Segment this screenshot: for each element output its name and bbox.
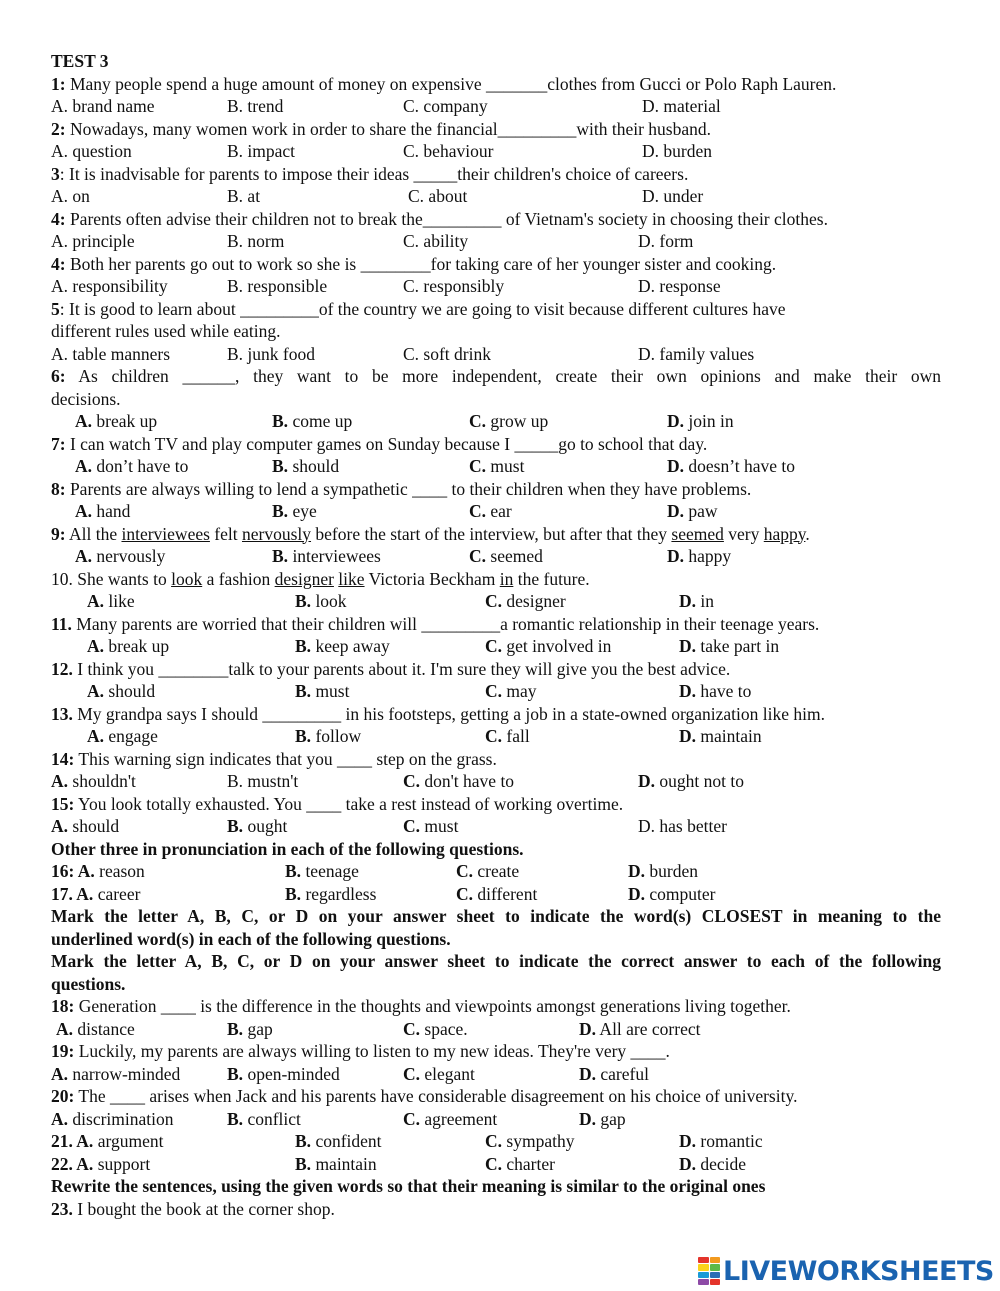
option-b[interactable]: B. gap (227, 1018, 273, 1039)
option-d[interactable]: D. careful (579, 1063, 649, 1084)
option-d[interactable]: D. have to (679, 681, 752, 701)
option-a[interactable]: 21. A. argument (51, 1131, 164, 1151)
option-a[interactable]: A. engage (87, 726, 158, 746)
liveworksheets-logo[interactable] (698, 1256, 994, 1286)
option-c[interactable]: C. ear (469, 501, 512, 521)
options-13 (51, 725, 941, 748)
option-a[interactable]: A. don’t have to (75, 456, 189, 476)
section-heading-closest: Mark the letter A, B, C, or D on your answer sheet to indicate the word(s) CLOSEST in meaning to the (51, 906, 941, 926)
option-d[interactable]: D. burden (642, 141, 712, 161)
option-b[interactable]: B. norm (227, 231, 285, 251)
option-c[interactable]: C. different (456, 883, 538, 904)
options-7 (51, 455, 941, 478)
option-b[interactable]: B. come up (272, 411, 353, 431)
option-a[interactable]: A. responsibility (51, 276, 168, 296)
question-4b: 4: Both her parents go out to work so she is ________for taking care of her younger sister and cooking. (51, 253, 777, 274)
options-5 (51, 343, 941, 366)
option-c[interactable]: C. create (456, 861, 520, 881)
option-d[interactable]: D. doesn’t have to (667, 456, 795, 476)
option-b[interactable]: B. ought (227, 816, 288, 836)
question-20: 20: The ____ arises when Jack and his parents have considerable disagreement on his choice of university. (51, 1086, 798, 1106)
option-d[interactable]: D. in (679, 591, 715, 611)
option-a[interactable]: A. narrow-minded (51, 1063, 181, 1084)
option-c[interactable]: C. space. (403, 1018, 468, 1039)
logo-blocks-icon (698, 1257, 720, 1285)
question-1: 1: Many people spend a huge amount of money on expensive _______clothes from Gucci or Polo Raph Lauren. (51, 73, 837, 94)
option-b[interactable]: B. follow (295, 726, 362, 746)
section-heading-rewrite: Rewrite the sentences, using the given words so that their meaning is similar to the original ones (51, 1176, 766, 1196)
options-4b (51, 275, 941, 298)
option-a[interactable]: A. brand name (51, 96, 155, 116)
option-a[interactable]: A. question (51, 141, 132, 161)
option-c[interactable]: C. about (408, 186, 468, 206)
option-a[interactable]: A. shouldn't (51, 771, 136, 791)
question-22 (51, 1153, 941, 1176)
option-a[interactable]: A. like (87, 591, 135, 611)
question-2: 2: Nowadays, many women work in order to share the financial_________with their husband. (51, 118, 711, 139)
test-title: TEST 3 (51, 51, 109, 71)
question-15: 15: You look totally exhausted. You ____ take a rest instead of working overtime. (51, 793, 624, 814)
options-2 (51, 140, 941, 163)
option-b[interactable]: B. must (295, 681, 350, 701)
option-d[interactable]: D. join in (667, 411, 734, 431)
logo-text: LIVEWORKSHEETS (723, 1255, 994, 1287)
section-heading-closest-cont: underlined word(s) in each of the following questions. (51, 928, 451, 949)
section-heading-correct-cont: questions. (51, 973, 126, 994)
option-b[interactable]: B. impact (227, 141, 296, 161)
option-c[interactable]: C. must (403, 816, 459, 836)
options-6 (51, 410, 941, 433)
option-b[interactable]: B. open-minded (227, 1063, 340, 1084)
option-d[interactable]: D. take part in (679, 636, 780, 656)
question-18: 18: Generation ____ is the difference in the thoughts and viewpoints amongst generations living together. (51, 996, 791, 1016)
option-d[interactable]: D. decide (679, 1153, 747, 1174)
option-a[interactable]: A. table manners (51, 343, 171, 364)
option-b[interactable]: B. teenage (285, 861, 359, 881)
option-d[interactable]: D. paw (667, 501, 718, 521)
option-a[interactable]: 16: A. reason (51, 861, 145, 881)
question-12: 12. I think you ________talk to your parents about it. I'm sure they will give you the best advice. (51, 658, 731, 679)
option-d[interactable]: D. ought not to (638, 771, 744, 791)
option-a[interactable]: A. break up (87, 636, 170, 656)
question-6-cont: decisions. (51, 388, 121, 409)
option-b[interactable]: B. eye (272, 501, 317, 521)
options-10 (51, 590, 941, 613)
option-a[interactable]: A. should (51, 816, 120, 836)
question-8: 8: Parents are always willing to lend a sympathetic ____ to their children when they have problems. (51, 478, 752, 499)
option-c[interactable]: C. company (403, 96, 488, 116)
question-17 (51, 883, 941, 906)
option-a[interactable]: A. distance (56, 1018, 135, 1039)
question-3: 3: It is inadvisable for parents to impose their ideas _____their children's choice of careers. (51, 163, 689, 184)
option-c[interactable]: C. elegant (403, 1063, 475, 1084)
question-16 (51, 860, 941, 883)
option-c[interactable]: C. fall (485, 726, 530, 746)
worksheet (51, 50, 941, 1220)
option-d[interactable]: D. happy (667, 546, 732, 566)
question-7: 7: I can watch TV and play computer games on Sunday because I _____go to school that day. (51, 433, 708, 454)
option-c[interactable]: C. don't have to (403, 771, 515, 791)
option-d[interactable]: D. computer (628, 883, 716, 904)
options-1 (51, 95, 941, 118)
question-5-cont: different rules used while eating. (51, 321, 281, 341)
option-c[interactable]: C. get involved in (485, 636, 612, 656)
option-d[interactable]: D. maintain (679, 726, 762, 746)
option-b[interactable]: B. responsible (227, 276, 328, 296)
option-a[interactable]: 22. A. support (51, 1153, 151, 1174)
question-14: 14: This warning sign indicates that you ____ step on the grass. (51, 748, 497, 769)
option-a[interactable]: A. principle (51, 231, 135, 251)
option-c[interactable]: C. soft drink (403, 343, 491, 364)
question-5: 5: It is good to learn about _________of the country we are going to visit because different cultures have (51, 298, 786, 319)
option-c[interactable]: C. grow up (469, 411, 549, 431)
option-a[interactable]: A. hand (75, 501, 131, 521)
option-b[interactable]: B. conflict (227, 1108, 301, 1129)
option-c[interactable]: C. behaviour (403, 141, 494, 161)
question-21 (51, 1130, 941, 1153)
options-12 (51, 680, 941, 703)
question-11: 11. Many parents are worried that their children will _________a romantic relationship in their teenage years. (51, 613, 820, 634)
option-a[interactable]: A. break up (75, 411, 158, 431)
option-a[interactable]: A. should (87, 681, 156, 701)
options-15 (51, 815, 941, 838)
options-18 (51, 1018, 941, 1041)
option-c[interactable]: C. ability (403, 231, 469, 251)
option-d[interactable]: D. material (642, 96, 721, 116)
option-d[interactable]: D. gap (579, 1108, 626, 1129)
option-b[interactable]: B. trend (227, 96, 284, 116)
options-11 (51, 635, 941, 658)
option-d[interactable]: D. romantic (679, 1131, 763, 1151)
option-a[interactable]: A. discrimination (51, 1108, 174, 1129)
option-c[interactable]: C. may (485, 681, 537, 701)
question-19: 19: Luckily, my parents are always willing to listen to my new ideas. They're very ____. (51, 1041, 670, 1061)
options-19 (51, 1063, 941, 1086)
option-b[interactable]: B. maintain (295, 1153, 377, 1174)
option-b[interactable]: B. keep away (295, 636, 390, 656)
option-c[interactable]: C. seemed (469, 546, 543, 566)
option-a[interactable]: A. nervously (75, 546, 166, 566)
option-d[interactable]: D. response (638, 276, 721, 296)
question-10: 10. She wants to look a fashion designer like Victoria Beckham in the future. (51, 568, 590, 589)
option-b[interactable]: B. interviewees (272, 546, 381, 566)
question-23: 23. I bought the book at the corner shop. (51, 1198, 335, 1219)
option-d[interactable]: D. form (638, 231, 694, 251)
section-heading-correct: Mark the letter A, B, C, or D on your answer sheet to indicate the correct answer to each of the following (51, 951, 941, 971)
option-c[interactable]: C. designer (485, 591, 566, 611)
options-14 (51, 770, 941, 793)
options-9 (51, 545, 941, 568)
option-b[interactable]: B. look (295, 591, 347, 611)
option-d[interactable]: D. family values (638, 343, 755, 364)
option-b[interactable]: B. confident (295, 1131, 382, 1151)
option-b[interactable]: B. mustn't (227, 771, 299, 791)
question-6: 6: As children ______, they want to be more independent, create their own opinions and make their own (51, 366, 941, 386)
options-8 (51, 500, 941, 523)
option-c[interactable]: C. sympathy (485, 1131, 575, 1151)
option-b[interactable]: B. regardless (285, 883, 377, 904)
option-d[interactable]: D. has better (638, 816, 727, 836)
option-a[interactable]: 17. A. career (51, 883, 141, 904)
option-c[interactable]: C. agreement (403, 1108, 498, 1129)
question-4a: 4: Parents often advise their children not to break the_________ of Vietnam's society in choosing their clothes. (51, 208, 828, 229)
options-3 (51, 185, 941, 208)
options-4a (51, 230, 941, 253)
question-13: 13. My grandpa says I should _________ in his footsteps, getting a job in a state-owned organization like him. (51, 703, 825, 724)
section-heading-pronunciation: Other three in pronunciation in each of the following questions. (51, 838, 524, 859)
option-b[interactable]: B. junk food (227, 343, 315, 364)
option-c[interactable]: C. responsibly (403, 276, 505, 296)
option-a[interactable]: A. on (51, 186, 90, 206)
option-d[interactable]: D. burden (628, 861, 698, 881)
option-c[interactable]: C. must (469, 456, 525, 476)
question-9: 9: All the interviewees felt nervously before the start of the interview, but after that they seemed very happy. (51, 523, 810, 544)
option-d[interactable]: D. All are correct (579, 1018, 701, 1039)
option-d[interactable]: D. under (642, 186, 704, 206)
option-b[interactable]: B. at (227, 186, 261, 206)
options-20 (51, 1108, 941, 1131)
option-b[interactable]: B. should (272, 456, 340, 476)
option-c[interactable]: C. charter (485, 1153, 555, 1174)
